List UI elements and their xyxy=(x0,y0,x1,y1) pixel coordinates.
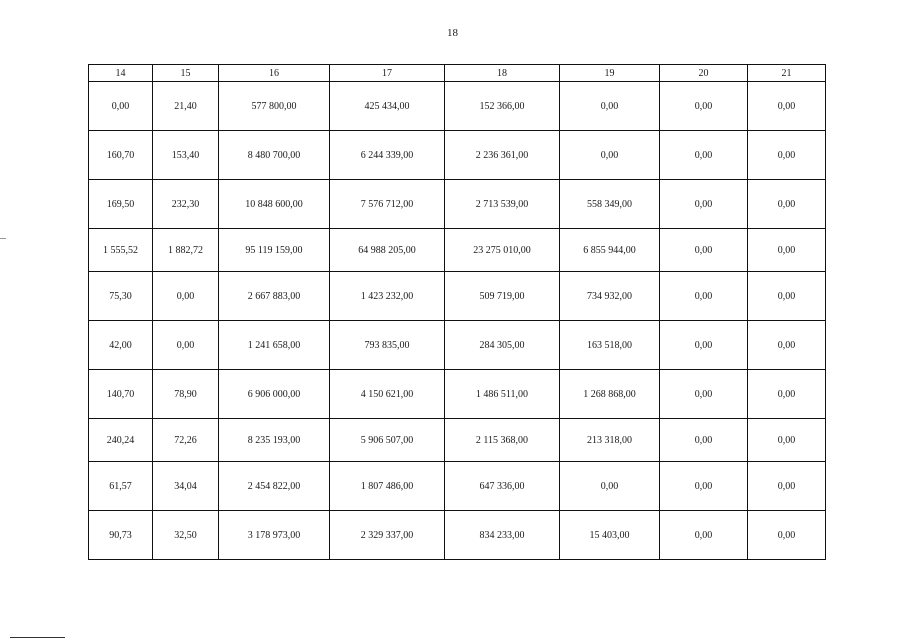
table-cell: 8 235 193,00 xyxy=(219,419,330,462)
table-row xyxy=(89,82,826,131)
table-cell: 21,40 xyxy=(153,82,219,131)
table-cell: 153,40 xyxy=(153,131,219,180)
table-cell: 0,00 xyxy=(748,511,826,560)
column-header: 18 xyxy=(445,65,560,82)
table-cell: 558 349,00 xyxy=(560,180,660,229)
table-cell: 61,57 xyxy=(89,462,153,511)
column-header: 15 xyxy=(153,65,219,82)
table-cell: 1 882,72 xyxy=(153,229,219,272)
column-header: 19 xyxy=(560,65,660,82)
table-cell: 0,00 xyxy=(660,511,748,560)
table-cell: 240,24 xyxy=(89,419,153,462)
margin-mark xyxy=(0,238,6,239)
header-row xyxy=(89,65,826,82)
table-cell: 23 275 010,00 xyxy=(445,229,560,272)
table-cell: 42,00 xyxy=(89,321,153,370)
table-cell: 6 244 339,00 xyxy=(330,131,445,180)
table-cell: 2 329 337,00 xyxy=(330,511,445,560)
table-cell: 647 336,00 xyxy=(445,462,560,511)
table-cell: 0,00 xyxy=(660,180,748,229)
table-cell: 6 855 944,00 xyxy=(560,229,660,272)
table-cell: 0,00 xyxy=(560,82,660,131)
table-cell: 284 305,00 xyxy=(445,321,560,370)
page-number: 18 xyxy=(447,27,458,39)
table-row xyxy=(89,462,826,511)
table-cell: 0,00 xyxy=(153,321,219,370)
table-row xyxy=(89,229,826,272)
table-cell: 15 403,00 xyxy=(560,511,660,560)
table-cell: 32,50 xyxy=(153,511,219,560)
table-cell: 0,00 xyxy=(560,131,660,180)
table-cell: 0,00 xyxy=(660,321,748,370)
table-cell: 0,00 xyxy=(89,82,153,131)
table-row xyxy=(89,321,826,370)
table-cell: 0,00 xyxy=(748,419,826,462)
table-cell: 0,00 xyxy=(560,462,660,511)
column-header: 14 xyxy=(89,65,153,82)
column-header: 16 xyxy=(219,65,330,82)
table-cell: 64 988 205,00 xyxy=(330,229,445,272)
table-cell: 0,00 xyxy=(748,321,826,370)
column-header: 21 xyxy=(748,65,826,82)
table-cell: 0,00 xyxy=(660,82,748,131)
table-row xyxy=(89,370,826,419)
table-cell: 0,00 xyxy=(748,82,826,131)
table-cell: 0,00 xyxy=(748,131,826,180)
table-cell: 75,30 xyxy=(89,272,153,321)
table-cell: 95 119 159,00 xyxy=(219,229,330,272)
table-cell: 0,00 xyxy=(660,370,748,419)
footnote-rule xyxy=(10,637,65,638)
table-cell: 169,50 xyxy=(89,180,153,229)
table-cell: 10 848 600,00 xyxy=(219,180,330,229)
column-header: 20 xyxy=(660,65,748,82)
table-cell: 425 434,00 xyxy=(330,82,445,131)
table-cell: 834 233,00 xyxy=(445,511,560,560)
table-cell: 232,30 xyxy=(153,180,219,229)
table-cell: 1 268 868,00 xyxy=(560,370,660,419)
table-cell: 2 454 822,00 xyxy=(219,462,330,511)
table-cell: 7 576 712,00 xyxy=(330,180,445,229)
table-cell: 152 366,00 xyxy=(445,82,560,131)
table-cell: 0,00 xyxy=(660,229,748,272)
table-cell: 72,26 xyxy=(153,419,219,462)
table-cell: 0,00 xyxy=(748,272,826,321)
table-cell: 2 236 361,00 xyxy=(445,131,560,180)
table-row xyxy=(89,511,826,560)
table-cell: 2 667 883,00 xyxy=(219,272,330,321)
table-cell: 0,00 xyxy=(660,272,748,321)
table-row xyxy=(89,419,826,462)
table-cell: 213 318,00 xyxy=(560,419,660,462)
table-cell: 0,00 xyxy=(748,229,826,272)
table-cell: 5 906 507,00 xyxy=(330,419,445,462)
table-row xyxy=(89,131,826,180)
table-cell: 1 423 232,00 xyxy=(330,272,445,321)
table-cell: 2 713 539,00 xyxy=(445,180,560,229)
table-cell: 1 486 511,00 xyxy=(445,370,560,419)
table-row xyxy=(89,272,826,321)
table-cell: 160,70 xyxy=(89,131,153,180)
table-cell: 1 807 486,00 xyxy=(330,462,445,511)
table-cell: 163 518,00 xyxy=(560,321,660,370)
table-cell: 0,00 xyxy=(660,462,748,511)
table-cell: 0,00 xyxy=(748,462,826,511)
table-row xyxy=(89,180,826,229)
table-cell: 8 480 700,00 xyxy=(219,131,330,180)
table-cell: 3 178 973,00 xyxy=(219,511,330,560)
table-cell: 1 241 658,00 xyxy=(219,321,330,370)
table-cell: 34,04 xyxy=(153,462,219,511)
table-cell: 793 835,00 xyxy=(330,321,445,370)
table-cell: 90,73 xyxy=(89,511,153,560)
table-cell: 140,70 xyxy=(89,370,153,419)
table-cell: 0,00 xyxy=(748,370,826,419)
column-header: 17 xyxy=(330,65,445,82)
table-cell: 577 800,00 xyxy=(219,82,330,131)
table-cell: 2 115 368,00 xyxy=(445,419,560,462)
table-cell: 78,90 xyxy=(153,370,219,419)
table-cell: 0,00 xyxy=(660,131,748,180)
table-cell: 1 555,52 xyxy=(89,229,153,272)
table-cell: 509 719,00 xyxy=(445,272,560,321)
table-cell: 0,00 xyxy=(660,419,748,462)
table-cell: 4 150 621,00 xyxy=(330,370,445,419)
table-cell: 0,00 xyxy=(153,272,219,321)
data-table xyxy=(88,64,826,560)
table-cell: 0,00 xyxy=(748,180,826,229)
table-cell: 734 932,00 xyxy=(560,272,660,321)
table-cell: 6 906 000,00 xyxy=(219,370,330,419)
